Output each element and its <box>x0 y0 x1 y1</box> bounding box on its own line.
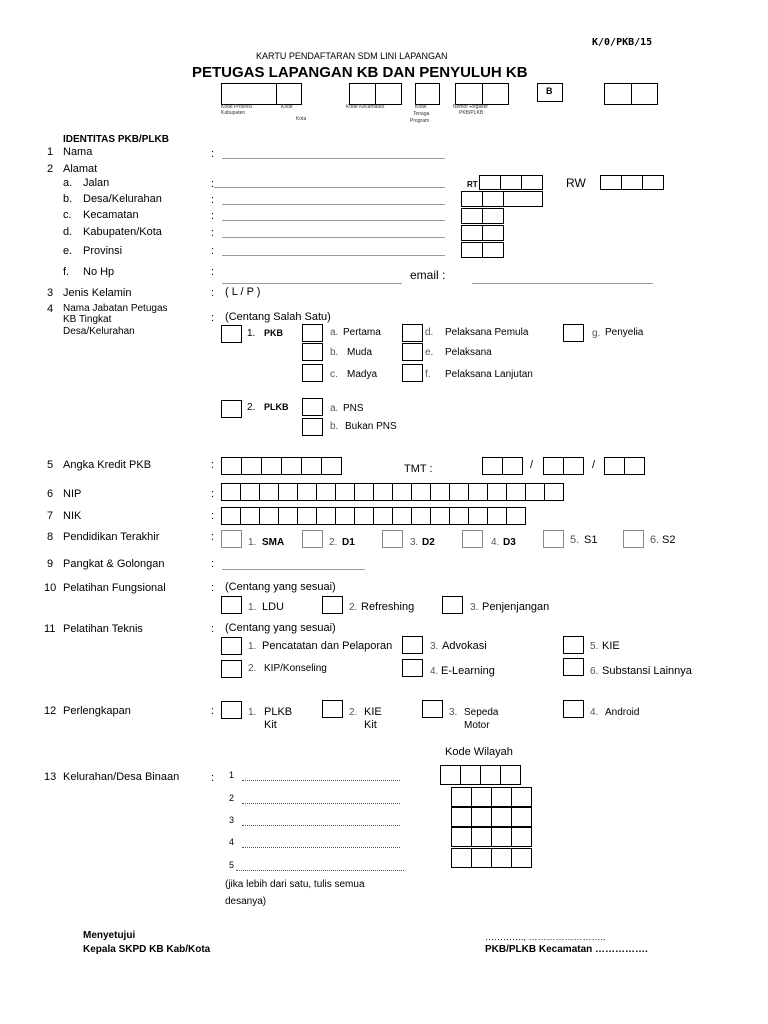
village-row-input[interactable] <box>236 870 404 871</box>
region-code-boxes-5[interactable] <box>451 848 532 868</box>
village-row-number: 3 <box>229 815 235 825</box>
credit-score-boxes[interactable] <box>221 457 342 475</box>
pkb-penyelia-checkbox[interactable] <box>563 324 584 342</box>
code-label-kec: Kode Kecamatan <box>346 104 385 110</box>
digit-box[interactable] <box>316 483 336 501</box>
street-input[interactable] <box>214 187 445 188</box>
region-code-boxes-3[interactable] <box>451 807 532 827</box>
option-number: 4. <box>430 666 439 677</box>
education-d1-checkbox[interactable] <box>302 530 323 548</box>
tech-elearning-checkbox[interactable] <box>402 659 423 677</box>
digit-box[interactable] <box>259 483 279 501</box>
education-s2-checkbox[interactable] <box>623 530 644 548</box>
code-label-tenaga: Tenaga <box>413 111 430 117</box>
digit-box[interactable] <box>430 483 450 501</box>
digit-box[interactable] <box>525 483 545 501</box>
field-number: 1 <box>47 146 54 158</box>
digit-box[interactable] <box>335 507 355 525</box>
option-number: 3. <box>449 707 458 718</box>
advokasi-label: Advokasi <box>442 640 487 652</box>
rw-boxes[interactable] <box>600 175 664 190</box>
village-input[interactable] <box>222 204 445 205</box>
b-label: B <box>546 86 553 96</box>
rt-label: RT <box>467 180 478 189</box>
option-number: 2. <box>329 537 338 548</box>
position-label: KB Tingkat <box>63 314 112 325</box>
s1-label: S1 <box>584 534 598 546</box>
digit-box[interactable] <box>259 507 279 525</box>
option-number: 4. <box>491 537 500 548</box>
digit-box[interactable] <box>373 483 393 501</box>
option-number: 2. <box>349 707 358 718</box>
kie-label: KIE <box>602 640 620 652</box>
android-label: Android <box>605 707 640 718</box>
colon: : <box>211 210 215 222</box>
refreshing-label: Refreshing <box>361 601 415 613</box>
digit-box[interactable] <box>430 507 450 525</box>
field-number: 13 <box>44 771 57 783</box>
option-number: 6. <box>650 534 660 546</box>
colon: : <box>211 459 215 471</box>
digit-box[interactable] <box>449 483 469 501</box>
bukan-pns-label: Bukan PNS <box>345 421 397 432</box>
position-label: Nama Jabatan Petugas <box>63 303 168 314</box>
pkb-pelaksana-lanjutan-checkbox[interactable] <box>402 364 423 382</box>
gender-label: Jenis Kelamin <box>63 287 132 299</box>
pkb-madya-checkbox[interactable] <box>302 364 323 382</box>
digit-box[interactable] <box>392 507 412 525</box>
colon: : <box>211 266 215 278</box>
sub-letter: f. <box>63 266 70 278</box>
option-number: 1. <box>248 641 257 652</box>
motor-label: Motor <box>464 720 490 731</box>
b-box[interactable] <box>537 83 563 102</box>
sub-letter: b. <box>63 193 73 205</box>
code-label-kab: Kabupaten <box>221 110 246 116</box>
digit-box[interactable] <box>506 507 526 525</box>
email-input[interactable] <box>472 283 653 284</box>
digit-box[interactable] <box>297 483 317 501</box>
digit-box[interactable] <box>354 507 374 525</box>
equip-motor-checkbox[interactable] <box>422 700 443 718</box>
training-refreshing-checkbox[interactable] <box>322 596 343 614</box>
colon: : <box>211 245 215 257</box>
village-row-input[interactable] <box>242 780 400 781</box>
form-subtitle: KARTU PENDAFTARAN SDM LINI LAPANGAN <box>256 51 448 61</box>
nik-boxes[interactable] <box>221 507 526 525</box>
option-letter: b. <box>330 421 339 432</box>
training-penjenjangan-checkbox[interactable] <box>442 596 463 614</box>
region-code-label: Kode Wilayah <box>445 746 513 758</box>
option-number: 1. <box>247 328 256 339</box>
digit-box[interactable] <box>373 507 393 525</box>
option-letter: a. <box>330 327 339 338</box>
d2-label: D2 <box>422 537 435 548</box>
functional-training-label: Pelatihan Fungsional <box>63 582 166 594</box>
register-number-boxes[interactable] <box>455 83 509 105</box>
field-number: 12 <box>44 705 57 717</box>
field-number: 10 <box>44 582 57 594</box>
option-letter: c. <box>330 369 338 380</box>
code-label-pkb: PKB/PLKB <box>459 110 484 116</box>
penyelia-label: Penyelia <box>605 327 644 338</box>
credit-score-label: Angka Kredit PKB <box>63 459 152 471</box>
code-province-boxes[interactable] <box>221 83 302 105</box>
code-label-prov: Kode Provinsi <box>221 104 252 110</box>
pelaksana-pemula-label: Pelaksana Pemula <box>445 327 529 338</box>
education-d3-checkbox[interactable] <box>462 530 483 548</box>
education-label: Pendidikan Terakhir <box>63 531 160 543</box>
village-row-number: 1 <box>229 770 235 780</box>
pkb-pelaksana-checkbox[interactable] <box>402 343 423 361</box>
digit-box[interactable] <box>335 483 355 501</box>
tech-advokasi-checkbox[interactable] <box>402 636 423 654</box>
position-label: Desa/Kelurahan <box>63 326 135 337</box>
colon: : <box>211 488 215 500</box>
district-input[interactable] <box>222 220 445 221</box>
plkb-bukan-pns-checkbox[interactable] <box>302 418 323 436</box>
region-code-boxes-1[interactable] <box>440 765 521 785</box>
muda-label: Muda <box>347 347 373 358</box>
address-label: Alamat <box>63 163 98 175</box>
village-row-number: 2 <box>229 793 235 803</box>
option-number: 1. <box>248 707 257 718</box>
digit-box[interactable] <box>506 483 526 501</box>
option-number: 4. <box>590 707 599 718</box>
field-number: 8 <box>47 531 54 543</box>
colon: : <box>211 510 215 522</box>
digit-box[interactable] <box>316 507 336 525</box>
colon: : <box>211 178 215 190</box>
village-row-input[interactable] <box>242 847 400 848</box>
sub-letter: d. <box>63 226 73 238</box>
extra-code-boxes[interactable] <box>604 83 658 105</box>
colon: : <box>211 194 215 206</box>
village-row-input[interactable] <box>242 803 400 804</box>
village-note: (jika lebih dari satu, tulis semua <box>225 879 365 890</box>
digit-box[interactable] <box>487 507 507 525</box>
colon: : <box>211 531 215 543</box>
field-number: 4 <box>47 303 54 315</box>
technical-training-hint: (Centang yang sesuai) <box>225 622 336 634</box>
tmt-year-boxes[interactable] <box>604 457 645 475</box>
education-sma-checkbox[interactable] <box>221 530 242 548</box>
signer-title: PKB/PLKB Kecamatan ……………. <box>485 944 648 955</box>
nik-label: NIK <box>63 510 82 522</box>
colon: : <box>211 287 215 299</box>
pkb-muda-checkbox[interactable] <box>302 343 323 361</box>
tmt-month-boxes[interactable] <box>543 457 584 475</box>
village-row-input[interactable] <box>242 825 400 826</box>
technical-training-label: Pelatihan Teknis <box>63 623 143 635</box>
street-label: Jalan <box>83 177 110 189</box>
digit-box[interactable] <box>411 483 431 501</box>
tech-kie-checkbox[interactable] <box>563 636 584 654</box>
tmt-label: TMT : <box>404 463 433 475</box>
colon: : <box>211 623 215 635</box>
code-label-nomor: Nomor Register <box>453 104 489 110</box>
province-code-boxes[interactable] <box>461 242 504 258</box>
motor-label: Sepeda <box>464 707 499 718</box>
approval-label: Menyetujui <box>83 930 136 941</box>
email-label: email : <box>410 268 446 282</box>
digit-box[interactable] <box>449 507 469 525</box>
penjenjangan-label: Penjenjangan <box>482 601 550 613</box>
plkb-checkbox[interactable] <box>221 400 242 418</box>
option-letter: b. <box>330 347 339 358</box>
digit-box[interactable] <box>221 483 241 501</box>
pkb-checkbox[interactable] <box>221 325 242 343</box>
ldu-label: LDU <box>262 601 285 613</box>
province-label: Provinsi <box>83 245 123 257</box>
village-code-boxes[interactable] <box>461 191 543 207</box>
code-label-kode: Kode <box>281 104 293 110</box>
field-number: 5 <box>47 459 54 471</box>
nip-label: NIP <box>63 488 82 500</box>
pkb-pelaksana-pemula-checkbox[interactable] <box>402 324 423 342</box>
pkb-pertama-checkbox[interactable] <box>302 324 323 342</box>
pns-label: PNS <box>343 403 364 414</box>
gender-options[interactable]: ( L / P ) <box>225 286 261 298</box>
digit-box[interactable] <box>468 483 488 501</box>
tech-pencatatan-checkbox[interactable] <box>221 637 242 655</box>
s2-label: S2 <box>662 534 676 546</box>
rt-boxes[interactable] <box>479 175 543 190</box>
rw-label: RW <box>566 176 586 190</box>
option-number: 3. <box>430 641 439 652</box>
regency-code-boxes[interactable] <box>461 225 504 241</box>
colon: : <box>211 705 215 717</box>
region-code-boxes-4[interactable] <box>451 827 532 847</box>
rank-input[interactable] <box>222 569 365 570</box>
village-row-number: 4 <box>229 837 235 847</box>
form-title: PETUGAS LAPANGAN KB DAN PENYULUH KB <box>192 64 528 81</box>
option-letter: e. <box>425 347 434 358</box>
option-number: 3. <box>410 537 419 548</box>
approver-title: Kepala SKPD KB Kab/Kota <box>83 944 211 955</box>
rank-label: Pangkat & Golongan <box>63 558 165 570</box>
sma-label: SMA <box>262 537 285 548</box>
position-hint: (Centang Salah Satu) <box>225 311 331 323</box>
form-code: K/0/PKB/15 <box>592 37 653 48</box>
phone-label: No Hp <box>83 266 115 278</box>
plkb-label: PLKB <box>264 402 289 412</box>
village-note: desanya) <box>225 896 267 907</box>
plkb-kit-label: Kit <box>264 719 277 731</box>
d3-label: D3 <box>503 537 516 548</box>
education-d2-checkbox[interactable] <box>382 530 403 548</box>
name-label: Nama <box>63 146 93 158</box>
code-kecamatan-boxes[interactable] <box>349 83 402 105</box>
option-number: 5. <box>590 641 599 652</box>
substansi-label: Substansi Lainnya <box>602 665 692 677</box>
code-tenaga-box[interactable] <box>415 83 440 105</box>
madya-label: Madya <box>347 369 378 380</box>
equip-android-checkbox[interactable] <box>563 700 584 718</box>
sub-letter: c. <box>63 209 72 221</box>
d1-label: D1 <box>342 537 355 548</box>
pkb-label: PKB <box>264 328 284 338</box>
colon: : <box>211 227 215 239</box>
province-input[interactable] <box>222 255 445 256</box>
section-title: IDENTITAS PKB/PLKB <box>63 134 169 145</box>
digit-box[interactable] <box>544 483 564 501</box>
education-s1-checkbox[interactable] <box>543 530 564 548</box>
tmt-day-boxes[interactable] <box>482 457 523 475</box>
phone-input[interactable] <box>222 283 402 284</box>
training-ldu-checkbox[interactable] <box>221 596 242 614</box>
option-number: 1. <box>248 602 257 613</box>
option-number: 2. <box>248 663 257 674</box>
date-separator: / <box>530 459 534 471</box>
digit-box[interactable] <box>487 483 507 501</box>
option-number: 1. <box>248 537 257 548</box>
date-separator: / <box>592 459 596 471</box>
equipment-label: Perlengkapan <box>63 705 131 717</box>
village-label: Desa/Kelurahan <box>83 193 162 205</box>
code-label-program: Program <box>410 118 430 124</box>
tech-substansi-checkbox[interactable] <box>563 658 584 676</box>
regency-label: Kabupaten/Kota <box>83 226 162 238</box>
colon: : <box>211 582 215 594</box>
option-letter: f. <box>425 369 431 380</box>
field-number: 9 <box>47 558 54 570</box>
field-number: 2 <box>47 163 54 175</box>
digit-box[interactable] <box>278 483 298 501</box>
option-number: 6. <box>590 666 599 677</box>
sub-letter: e. <box>63 245 73 257</box>
name-input[interactable] <box>222 158 445 159</box>
district-label: Kecamatan <box>83 209 139 221</box>
code-label-kode-tenaga: Kode <box>415 104 427 110</box>
kip-label: KIP/Konseling <box>264 663 327 674</box>
digit-box[interactable] <box>221 507 241 525</box>
field-number: 7 <box>47 510 54 522</box>
option-number: 3. <box>470 602 479 613</box>
district-code-boxes[interactable] <box>461 208 504 224</box>
field-number: 3 <box>47 287 54 299</box>
digit-box[interactable] <box>278 507 298 525</box>
code-label-kota: Kota <box>296 116 307 122</box>
option-letter: a. <box>330 403 339 414</box>
regency-input[interactable] <box>222 237 445 238</box>
functional-training-hint: (Centang yang sesuai) <box>225 581 336 593</box>
sub-letter: a. <box>63 177 73 189</box>
field-number: 6 <box>47 488 54 500</box>
equip-kie-kit-checkbox[interactable] <box>322 700 343 718</box>
tech-kip-checkbox[interactable] <box>221 660 242 678</box>
digit-box[interactable] <box>392 483 412 501</box>
plkb-pns-checkbox[interactable] <box>302 398 323 416</box>
kie-kit-label: KIE <box>364 706 382 718</box>
pencatatan-label: Pencatatan dan Pelaporan <box>262 640 393 652</box>
pertama-label: Pertama <box>343 327 381 338</box>
field-number: 11 <box>44 623 56 635</box>
kie-kit-label: Kit <box>364 719 377 731</box>
village-binaan-label: Kelurahan/Desa Binaan <box>63 771 180 783</box>
option-number: 2. <box>349 602 358 613</box>
region-code-boxes-2[interactable] <box>451 787 532 807</box>
plkb-kit-label: PLKB <box>264 706 293 718</box>
colon: : <box>211 312 215 324</box>
colon: : <box>211 558 215 570</box>
equip-plkb-kit-checkbox[interactable] <box>221 701 242 719</box>
digit-box[interactable] <box>240 507 260 525</box>
elearning-label: E-Learning <box>441 665 495 677</box>
pelaksana-label: Pelaksana <box>445 347 492 358</box>
village-row-number: 5 <box>229 860 235 870</box>
colon: : <box>211 148 215 160</box>
option-letter: g. <box>592 328 601 339</box>
nip-boxes[interactable] <box>221 483 564 501</box>
digit-box[interactable] <box>297 507 317 525</box>
place-date-line[interactable]: …………., …………………….. <box>485 932 606 942</box>
option-letter: d. <box>425 327 434 338</box>
option-number: 2. <box>247 402 256 413</box>
digit-box[interactable] <box>240 483 260 501</box>
digit-box[interactable] <box>468 507 488 525</box>
digit-box[interactable] <box>411 507 431 525</box>
option-number: 5. <box>570 534 580 546</box>
digit-box[interactable] <box>354 483 374 501</box>
colon: : <box>211 772 215 784</box>
pelaksana-lanjutan-label: Pelaksana Lanjutan <box>445 369 533 380</box>
